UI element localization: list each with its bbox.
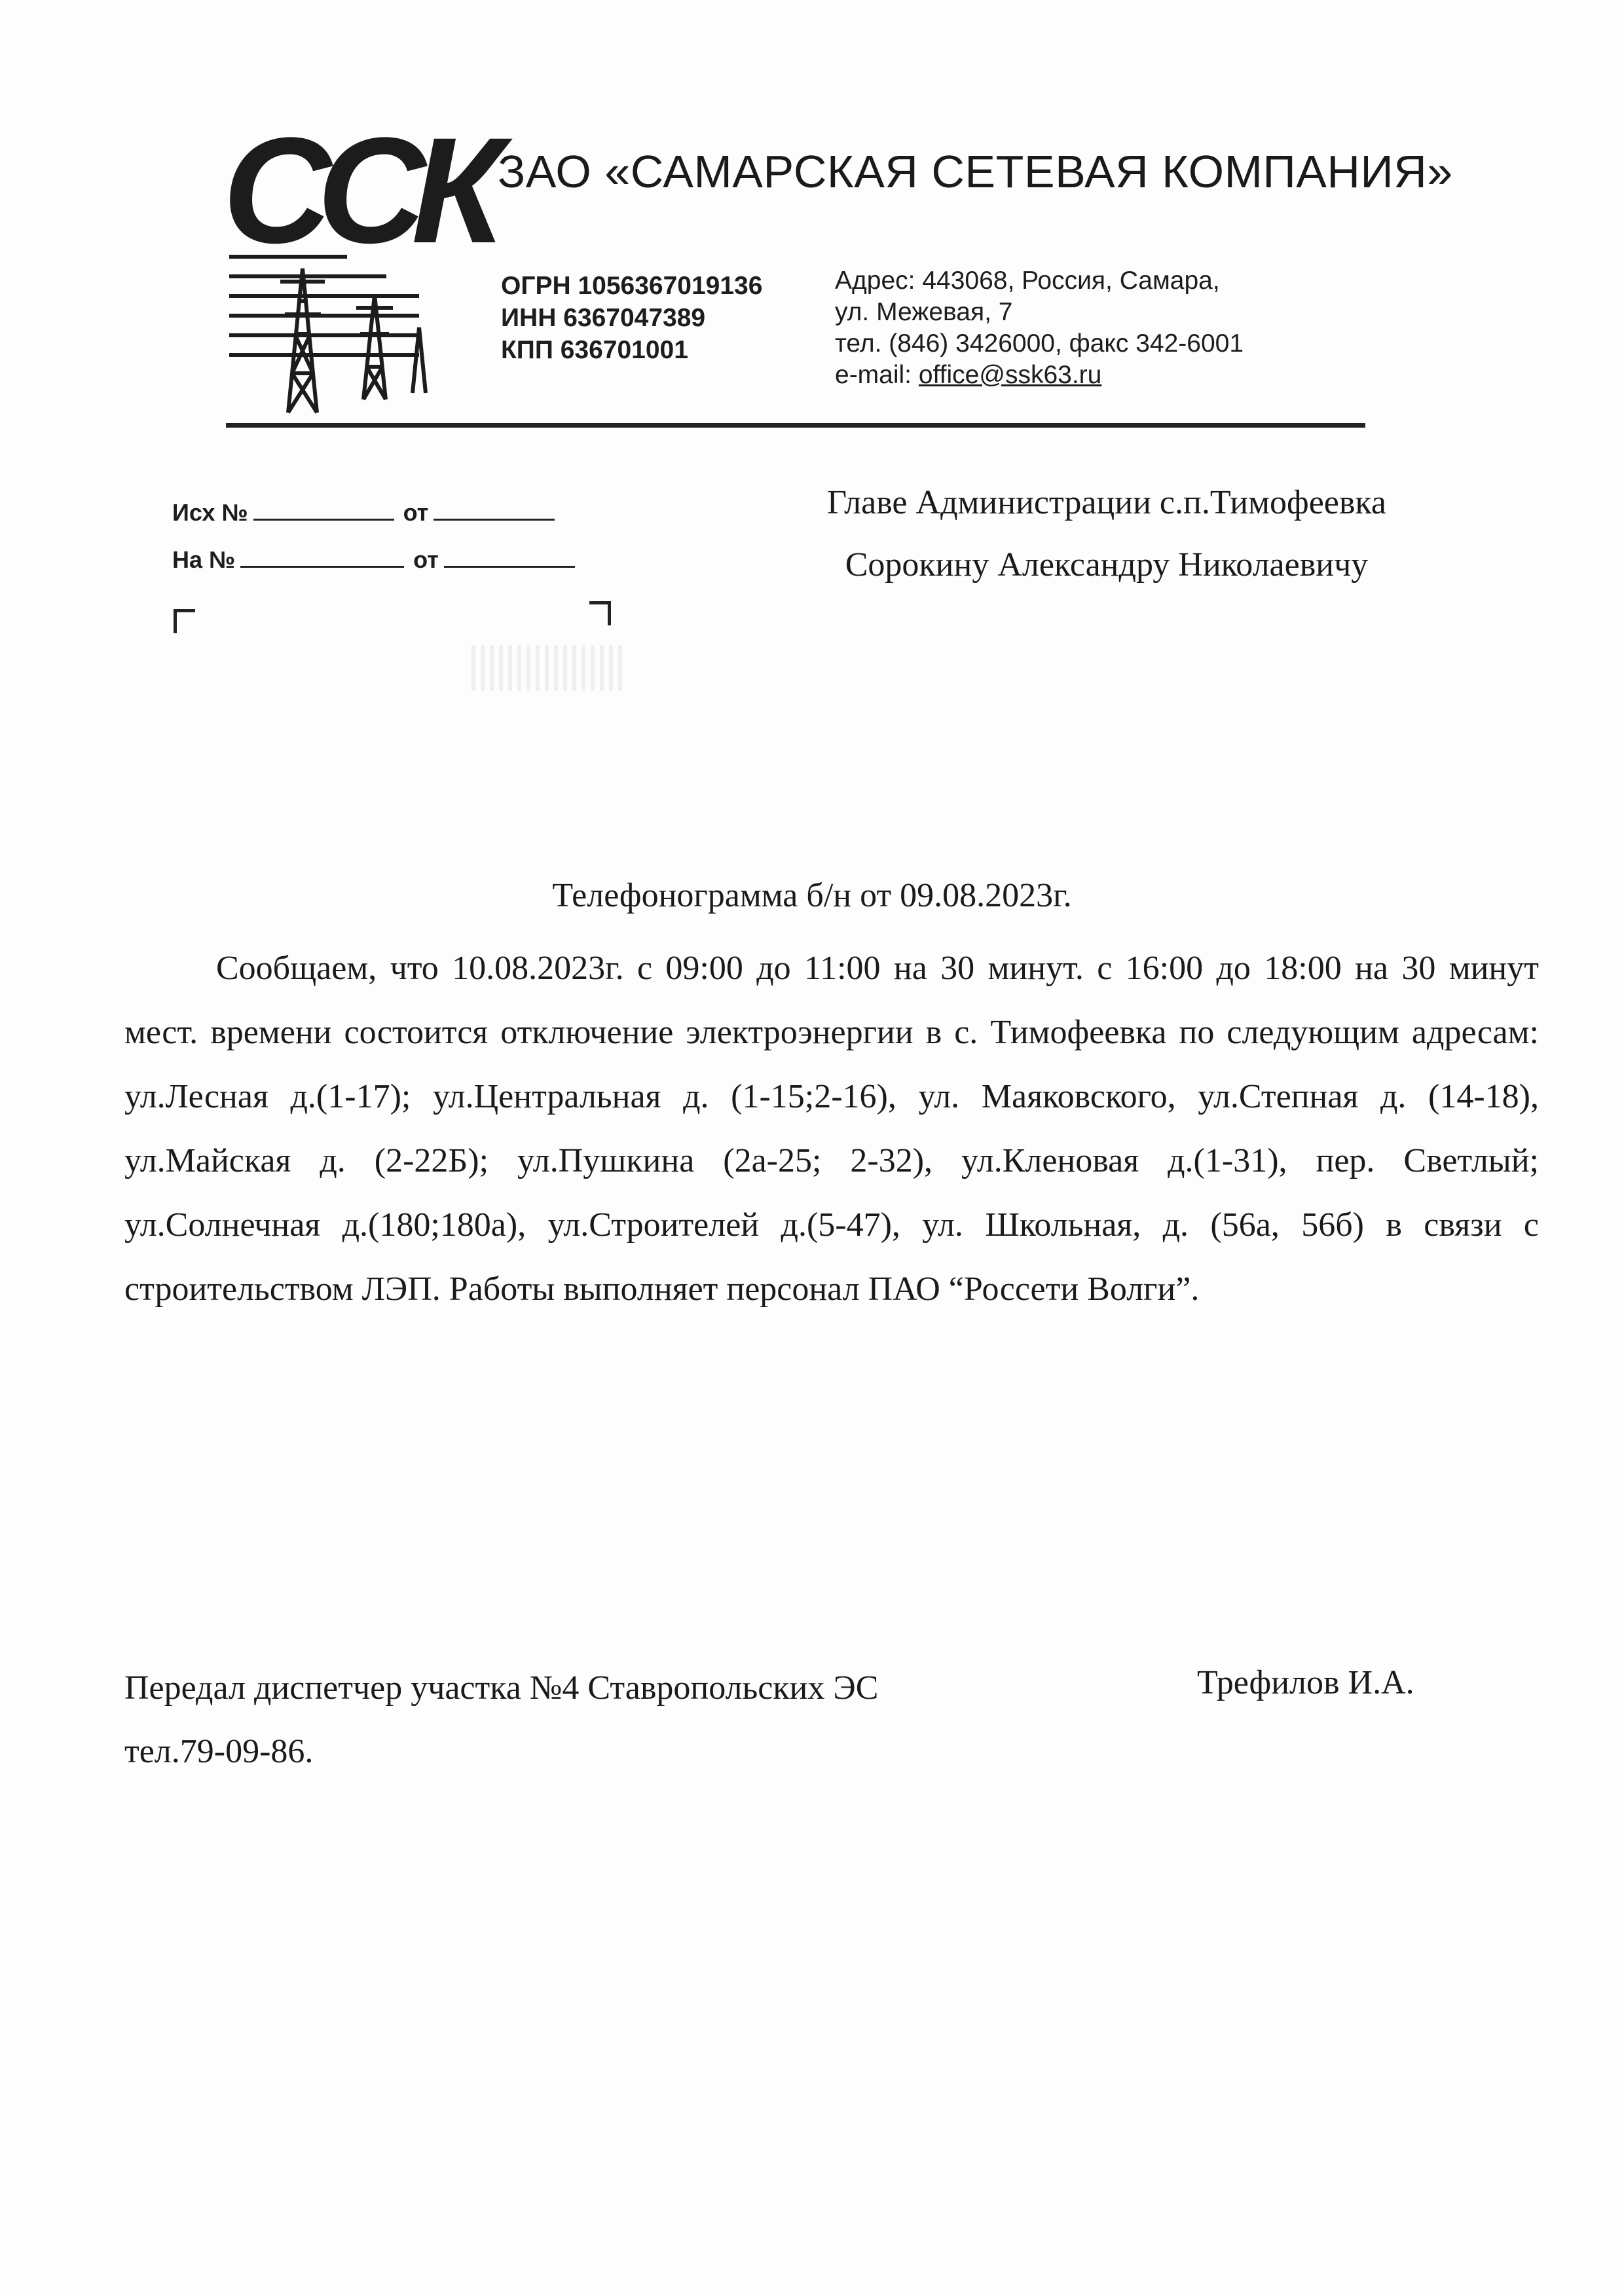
email-line (835, 360, 1244, 391)
sender-phone: тел.79-09-86. (124, 1733, 314, 1770)
registration-details (501, 270, 762, 366)
logo-lettering: ССК (223, 106, 490, 274)
incoming-date-label: от (413, 546, 439, 573)
incoming-number-field[interactable] (240, 546, 404, 568)
company-name: ЗАО «САМАРСКАЯ СЕТЕВАЯ КОМПАНИЯ» (498, 146, 1453, 197)
signatory-name: Трефилов И.А. (1197, 1664, 1414, 1701)
incoming-date-field[interactable] (444, 546, 575, 568)
address-corner-mark-left (174, 609, 195, 633)
address-corner-mark-right (589, 601, 611, 625)
incoming-number-row (172, 546, 584, 574)
incoming-number-label: На № (172, 546, 236, 573)
document-title: Телефонограмма б/н от 09.08.2023г. (552, 877, 1072, 914)
address-line-2: ул. Межевая, 7 (835, 298, 1013, 326)
email-label: e-mail: (835, 361, 919, 389)
outgoing-number-label: Исх № (172, 499, 248, 526)
ogrn: ОГРН 1056367019136 (501, 272, 763, 300)
inn: ИНН 6367047389 (501, 304, 706, 332)
faint-stamp-mark (471, 645, 622, 691)
power-tower-icon (229, 257, 426, 413)
sender-line: Передал диспетчер участка №4 Ставропольских ЭС (124, 1669, 879, 1707)
email-link[interactable]: office@ssk63.ru (918, 361, 1102, 389)
address-line-1: Адрес: 443068, Россия, Самара, (835, 267, 1220, 295)
outgoing-date-field[interactable] (434, 499, 555, 521)
letterhead-divider (226, 423, 1365, 428)
company-logo (223, 105, 490, 426)
addressee-line-2: Сорокину Александру Николаевичу (845, 546, 1369, 583)
message-body: Сообщаем, что 10.08.2023г. с 09:00 до 11:00 на 30 минут. с 16:00 до 18:00 на 30 минут мест. времени состоится отключение электроэнергии в с. Тимофеевка по следующим адресам: ул.Лесная д.(1-17); ул.Центральная д. (1-15;2-16), ул. Маяковского, ул.Степная д. (14-18), ул.Майская д. (2-22Б); ул.Пушкина (2а-25; 2-32), ул.Кленовая д.(1-31), пер. Светлый; ул.Солнечная д.(180;180а), ул.Строителей д.(5-47), ул. Школьная, д. (56а, 56б) в связи с строительством ЛЭП. Работы выполняет персонал ПАО “Россети Волги”. (124, 950, 1539, 1308)
outgoing-date-label: от (403, 499, 429, 526)
contact-details (835, 265, 1244, 391)
outgoing-number-field[interactable] (253, 499, 394, 521)
phone-fax: тел. (846) 3426000, факс 342-6001 (835, 329, 1244, 358)
addressee-line-1: Главе Администрации с.п.Тимофеевка (827, 484, 1386, 521)
kpp: КПП 636701001 (501, 336, 688, 364)
outgoing-number-row (172, 499, 564, 527)
